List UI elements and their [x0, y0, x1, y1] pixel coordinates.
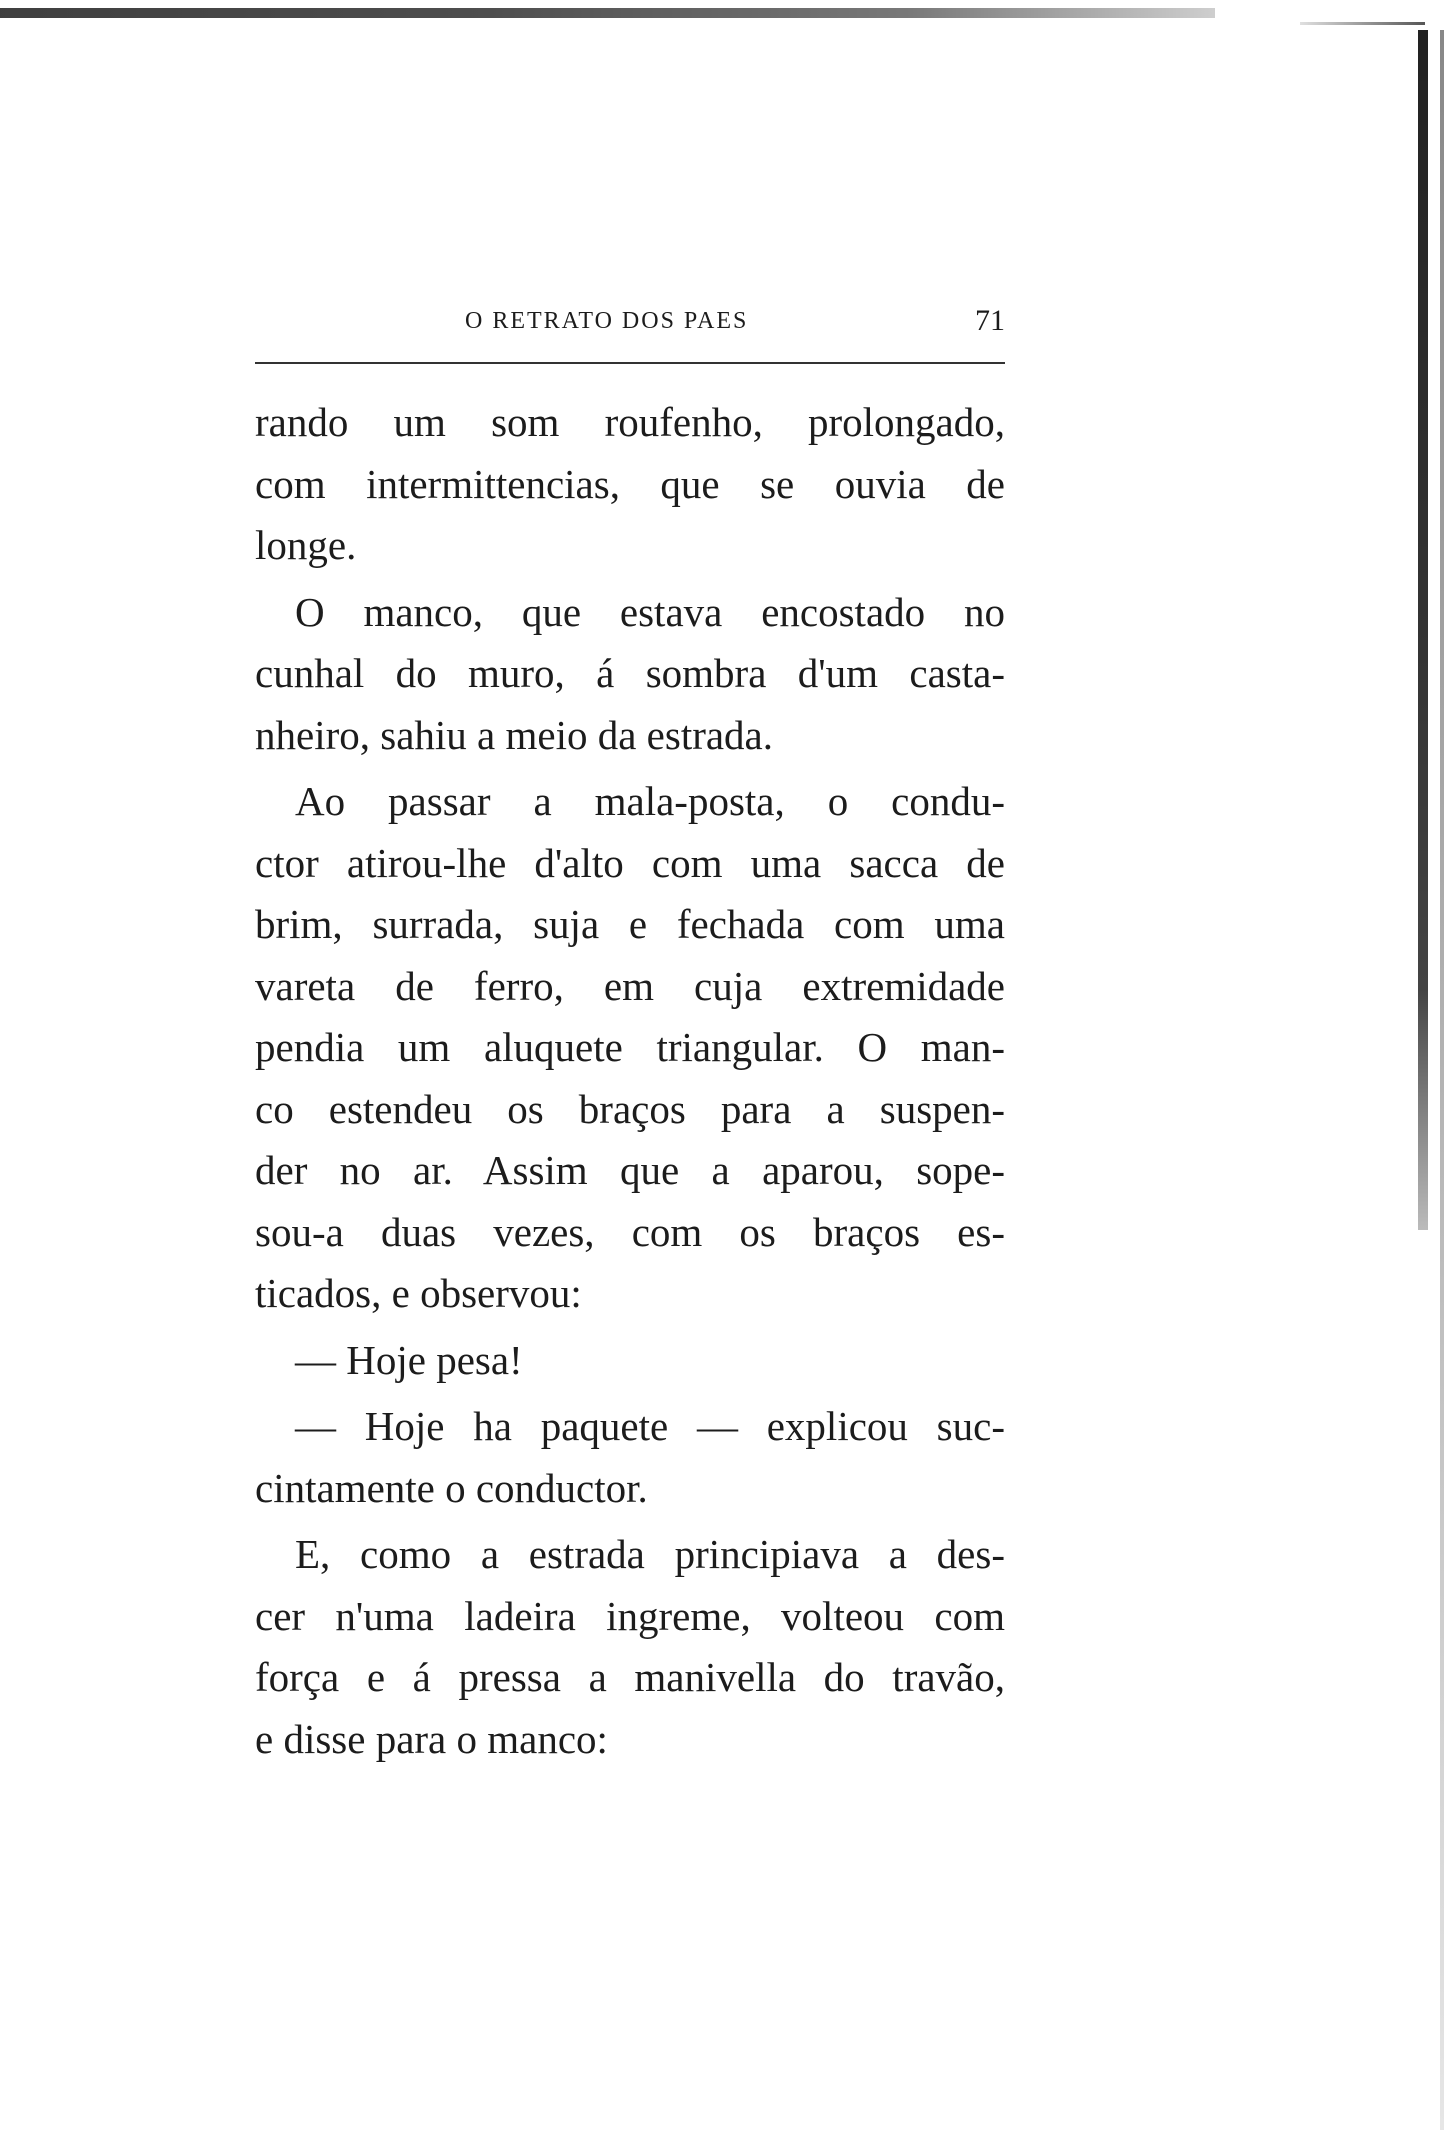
text-line: E, como a estrada principiava a des- — [295, 1531, 1005, 1577]
text-line: longe. — [255, 522, 357, 568]
running-title: O RETRATO DOS PAES — [465, 308, 749, 334]
text-line: sou-a duas vezes, com os braços es- — [255, 1208, 1005, 1255]
text-line: e disse para o manco: — [255, 1715, 608, 1762]
text-line: ticados, e observou: — [255, 1270, 582, 1316]
page-top-edge — [0, 8, 1215, 18]
text-line: rando um som roufenho, prolongado, — [255, 399, 1005, 445]
header-rule — [255, 362, 1005, 364]
page-binding-edge — [1418, 30, 1428, 1230]
text-line: força e á pressa a manivella do travão, — [255, 1654, 1005, 1700]
text-line: ctor atirou-lhe d'alto com uma sacca de — [255, 839, 1005, 886]
body-text — [255, 392, 1005, 1770]
text-line: com intermittencias, que se ouvia de — [255, 460, 1005, 507]
text-line: Ao passar a mala-posta, o condu- — [295, 778, 1005, 824]
text-line: co estendeu os braços para a suspen- — [255, 1085, 1005, 1132]
text-line: cer n'uma ladeira ingreme, volteou com — [255, 1592, 1005, 1639]
text-line: nheiro, sahiu a meio da estrada. — [255, 711, 774, 758]
text-line: pendia um aluquete triangular. O man- — [255, 1024, 1005, 1070]
text-line: cintamente o conductor. — [255, 1464, 648, 1511]
page-top-edge-right — [1300, 22, 1425, 25]
text-line: cunhal do muro, á sombra d'um casta- — [255, 650, 1005, 696]
page-number: 71 — [975, 304, 1005, 337]
text-line: der no ar. Assim que a aparou, sope- — [255, 1147, 1005, 1193]
dialogue-line: — Hoje ha paquete — explicou suc- — [295, 1403, 1005, 1449]
dialogue-line: — Hoje pesa! — [295, 1336, 523, 1383]
text-line: vareta de ferro, em cuja extremidade — [255, 962, 1005, 1009]
text-line: O manco, que estava encostado no — [295, 588, 1005, 635]
running-header — [255, 304, 1005, 348]
page-binding-shadow — [1440, 30, 1444, 2130]
text-line: brim, surrada, suja e fechada com uma — [255, 901, 1005, 947]
